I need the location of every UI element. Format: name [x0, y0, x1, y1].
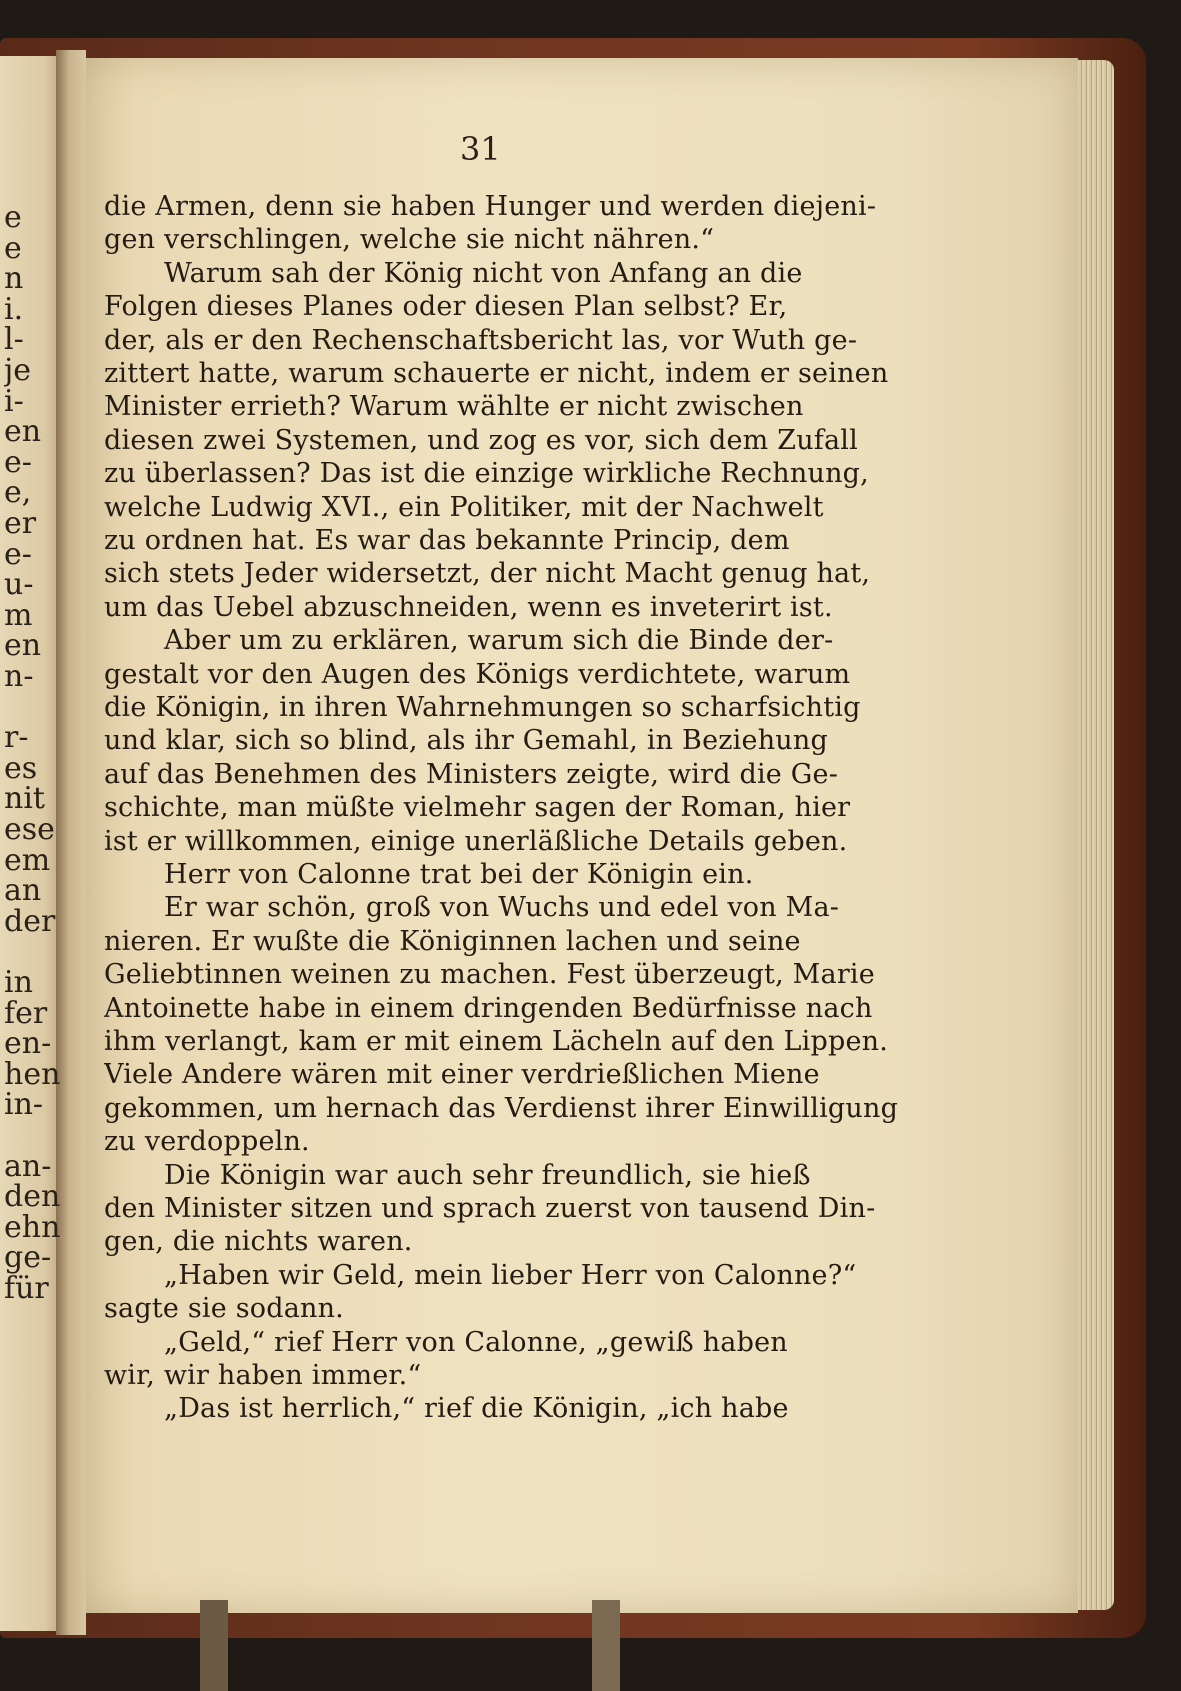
left-page-fragment: e-: [4, 445, 32, 480]
text-line: auf das Benehmen des Ministers zeigte, wird die Ge-: [104, 759, 839, 790]
left-page-fragment: den: [4, 1179, 61, 1214]
text-line: welche Ludwig XVI., ein Politiker, mit der Nachwelt: [104, 492, 824, 523]
text-line: schichte, man müßte vielmehr sagen der Roman, hier: [104, 792, 851, 823]
page-number: 31: [460, 130, 501, 168]
text-line: Warum sah der König nicht von Anfang an die: [164, 258, 803, 289]
bookmark-ribbon: [200, 1600, 228, 1691]
left-page-fragment: en: [4, 628, 42, 663]
left-page-fragment: u-: [4, 567, 34, 602]
text-line: ist er willkommen, einige unerläßliche Details geben.: [104, 826, 848, 857]
left-page-fragment: je: [4, 353, 32, 388]
left-page-fragment: an: [4, 873, 42, 908]
text-line: sich stets Jeder widersetzt, der nicht Macht genug hat,: [104, 558, 871, 589]
text-line: zu verdoppeln.: [104, 1126, 310, 1157]
left-page-fragment: m: [4, 598, 33, 633]
text-line: sagte sie sodann.: [104, 1293, 344, 1324]
text-line: um das Uebel abzuschneiden, wenn es inveterirt ist.: [104, 592, 833, 623]
left-page-fragment: nit: [4, 781, 45, 816]
text-line: diesen zwei Systemen, und zog es vor, sich dem Zufall: [104, 425, 858, 456]
bookmark-ribbon: [592, 1600, 620, 1691]
left-page-fragment: ehn: [4, 1210, 61, 1245]
text-line: der, als er den Rechenschaftsbericht las, vor Wuth ge-: [104, 325, 858, 356]
text-line: nieren. Er wußte die Königinnen lachen und seine: [104, 926, 801, 957]
text-line: Viele Andere wären mit einer verdrießlichen Miene: [104, 1059, 820, 1090]
text-line: „Das ist herrlich,“ rief die Königin, „ich habe: [164, 1393, 789, 1424]
left-page-fragment: en: [4, 414, 42, 449]
text-line: Aber um zu erklären, warum sich die Binde der-: [164, 625, 834, 656]
text-line: Die Königin war auch sehr freundlich, sie hieß: [164, 1160, 811, 1191]
left-page-fragment: e: [4, 231, 22, 266]
left-page-fragment: em: [4, 843, 51, 878]
text-line: Antoinette habe in einem dringenden Bedürfnisse nach: [104, 993, 873, 1024]
left-page-fragment: e: [4, 200, 22, 235]
left-page-fragment: in-: [4, 1087, 44, 1122]
text-line: die Königin, in ihren Wahrnehmungen so scharfsichtig: [104, 692, 861, 723]
left-page-fragment: fer: [4, 996, 48, 1031]
text-line: wir, wir haben immer.“: [104, 1360, 422, 1391]
left-page-fragment: hen: [4, 1057, 61, 1092]
text-line: zittert hatte, warum schauerte er nicht, indem er seinen: [104, 358, 889, 389]
text-line: zu überlassen? Das ist die einzige wirkliche Rechnung,: [104, 458, 869, 489]
left-page-fragment: der: [4, 904, 56, 939]
text-line: Geliebtinnen weinen zu machen. Fest überzeugt, Marie: [104, 959, 875, 990]
left-page-fragment: ge-: [4, 1240, 52, 1275]
left-page-fragment: e,: [4, 475, 32, 510]
left-page-fragment: e-: [4, 537, 32, 572]
text-line: Folgen dieses Planes oder diesen Plan selbst? Er,: [104, 291, 788, 322]
left-page-fragment: i.: [4, 292, 24, 327]
left-page-fragment: an-: [4, 1149, 52, 1184]
text-line: den Minister sitzen und sprach zuerst von tausend Din-: [104, 1193, 876, 1224]
left-page-fragment: in: [4, 965, 33, 1000]
text-line: Minister errieth? Warum wählte er nicht zwischen: [104, 391, 804, 422]
left-page-fragment: ese: [4, 812, 55, 847]
left-page-fragment: n: [4, 261, 24, 296]
text-line: „Haben wir Geld, mein lieber Herr von Calonne?“: [164, 1260, 857, 1291]
left-page-fragment: l-: [4, 322, 24, 357]
text-line: zu ordnen hat. Es war das bekannte Princip, dem: [104, 525, 790, 556]
text-line: ihm verlangt, kam er mit einem Lächeln auf den Lippen.: [104, 1026, 889, 1057]
text-line: „Geld,“ rief Herr von Calonne, „gewiß haben: [164, 1327, 788, 1358]
left-page-fragment: es: [4, 751, 38, 786]
text-line: gen, die nichts waren.: [104, 1226, 413, 1257]
text-line: gestalt vor den Augen des Königs verdichtete, warum: [104, 659, 851, 690]
left-page-fragment: i-: [4, 384, 24, 419]
text-line: Herr von Calonne trat bei der Königin ein.: [164, 859, 754, 890]
left-page-fragment: er: [4, 506, 37, 541]
left-page-fragment: en-: [4, 1026, 52, 1061]
left-page-fragment: n-: [4, 659, 34, 694]
text-line: Er war schön, groß von Wuchs und edel von Ma-: [164, 892, 840, 923]
text-line: die Armen, denn sie haben Hunger und werden diejeni-: [104, 191, 877, 222]
text-line: gen verschlingen, welche sie nicht nähren.“: [104, 224, 715, 255]
left-page-fragment: r-: [4, 720, 29, 755]
text-line: und klar, sich so blind, als ihr Gemahl, in Beziehung: [104, 725, 828, 756]
left-page-fragment: für: [4, 1271, 49, 1306]
text-line: gekommen, um hernach das Verdienst ihrer Einwilligung: [104, 1093, 899, 1124]
